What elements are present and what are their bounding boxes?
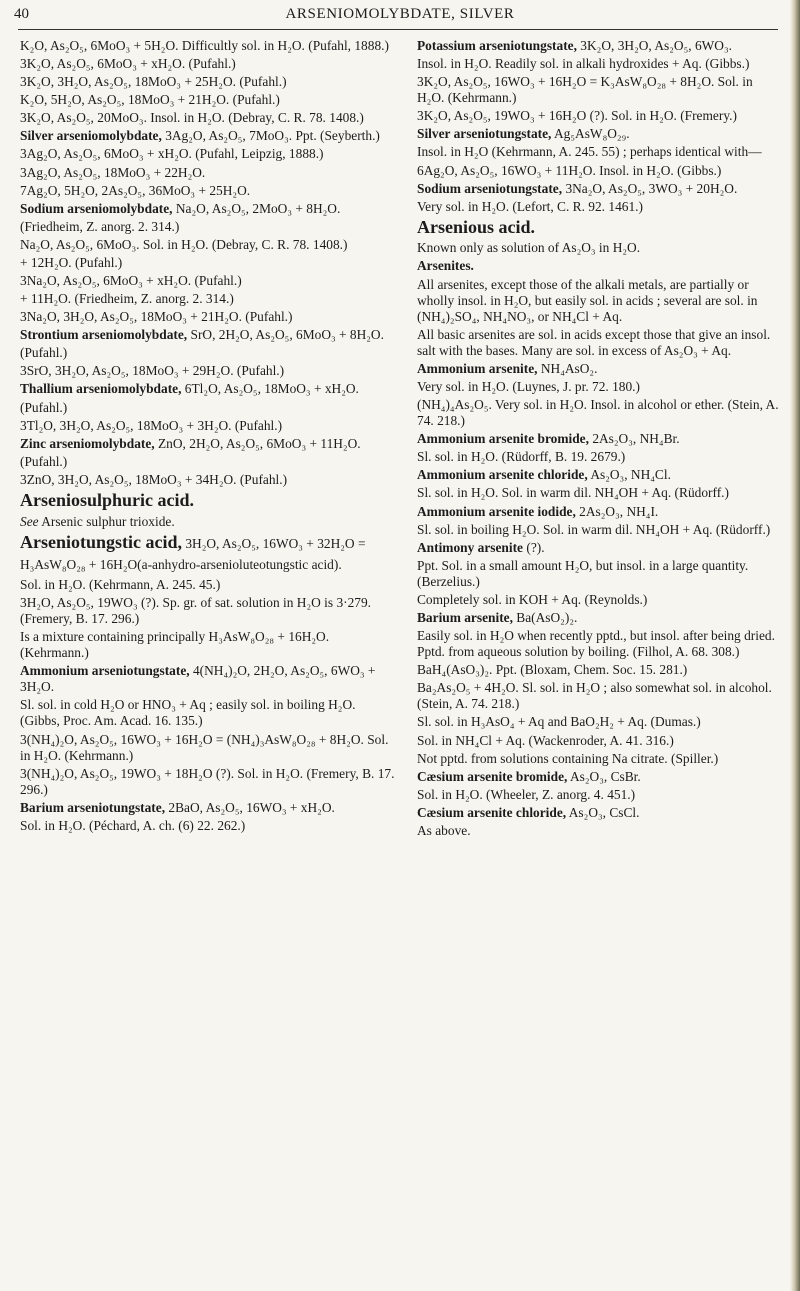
entry-text: Sl. sol. in H₃AsO₄ + Aq and BaO₂H₂ + Aq. (Dumas.) bbox=[417, 714, 701, 730]
entry-text: 3Na₂O, As₂O₅, 6MoO₃ + xH₂O. (Pufahl.) bbox=[20, 273, 242, 289]
entry-line bbox=[417, 327, 783, 359]
entry-line bbox=[417, 823, 783, 839]
compound-entry bbox=[417, 610, 783, 626]
entry-text: Insol. in H₂O (Kehrmann, A. 245. 55) ; perhaps identical with— bbox=[417, 144, 762, 160]
entry-line bbox=[20, 146, 395, 162]
entry-line bbox=[417, 787, 783, 803]
entry-text: As₂O₃, CsCl. bbox=[566, 804, 640, 820]
compound-name: Strontium arseniomolybdate, bbox=[20, 327, 188, 343]
entry-text: Not pptd. from solutions containing Na citrate. (Spiller.) bbox=[417, 750, 719, 766]
compound-entry bbox=[417, 769, 783, 785]
compound-entry bbox=[417, 540, 783, 556]
entry-line bbox=[20, 291, 395, 307]
compound-entry bbox=[417, 38, 783, 54]
entry-line bbox=[417, 277, 783, 325]
compound-entry bbox=[417, 181, 783, 197]
compound-entry bbox=[417, 504, 783, 520]
entry-text: NH₄AsO₂. bbox=[537, 360, 598, 376]
compound-name: Silver arseniomolybdate, bbox=[20, 128, 162, 144]
entry-line bbox=[20, 514, 395, 530]
entry-text: All basic arsenites are sol. in acids except those that give an insol. salt with the bases. Many are sol. in excess of As₂O₃ + Aq. bbox=[417, 326, 771, 358]
entry-line bbox=[20, 629, 395, 661]
entry-text: 3K₂O, As₂O₅, 6MoO₃ + xH₂O. (Pufahl.) bbox=[20, 56, 236, 72]
entry-line bbox=[417, 662, 783, 678]
entry-line bbox=[417, 56, 783, 72]
entry-line bbox=[20, 309, 395, 325]
right-column bbox=[417, 38, 783, 841]
entry-line bbox=[417, 379, 783, 395]
entry-line bbox=[20, 472, 395, 488]
compound-name: Ammonium arsenite bromide, bbox=[417, 431, 589, 447]
entry-line bbox=[20, 577, 395, 593]
entry-line bbox=[417, 240, 783, 256]
entry-text: 3K₂O, As₂O₅, 20MoO₃. Insol. in H₂O. (Debray, C. R. 78. 1408.) bbox=[20, 110, 364, 126]
compound-name: Thallium arseniomolybdate, bbox=[20, 381, 182, 397]
entry-text: + 11H₂O. (Friedheim, Z. anorg. 2. 314.) bbox=[20, 291, 234, 307]
entry-line bbox=[417, 449, 783, 465]
entry-line bbox=[20, 418, 395, 434]
entry-line bbox=[417, 163, 783, 179]
entry-text: Very sol. in H₂O. (Lefort, C. R. 92. 1461.) bbox=[417, 198, 643, 214]
entry-line bbox=[20, 273, 395, 289]
entry-text: Sol. in H₂O. (Wheeler, Z. anorg. 4. 451.) bbox=[417, 786, 636, 802]
entry-text: Very sol. in H₂O. (Luynes, J. pr. 72. 180.) bbox=[417, 379, 640, 394]
entry-line bbox=[417, 108, 783, 124]
entry-line bbox=[20, 345, 395, 361]
compound-entry bbox=[417, 361, 783, 377]
compound-name: Ammonium arseniotungstate, bbox=[20, 663, 190, 679]
entry-text: Ppt. Sol. in a small amount H₂O, but insol. in a large quantity. (Berzelius.) bbox=[417, 557, 749, 589]
page-edge-shadow bbox=[790, 0, 800, 1291]
entry-line bbox=[20, 595, 395, 627]
entry-text: 3Tl₂O, 3H₂O, As₂O₅, 18MoO₃ + 3H₂O. (Pufahl.) bbox=[20, 417, 283, 433]
entry-line bbox=[20, 454, 395, 470]
compound-name: Cæsium arsenite bromide, bbox=[417, 768, 568, 784]
section-heading bbox=[20, 532, 395, 575]
entry-line bbox=[20, 255, 395, 271]
entry-text: (Friedheim, Z. anorg. 2. 314.) bbox=[20, 218, 180, 234]
compound-entry bbox=[20, 201, 395, 217]
entry-line bbox=[20, 818, 395, 834]
compound-entry bbox=[417, 467, 783, 483]
compound-entry bbox=[20, 381, 395, 397]
entry-text: SrO, 2H₂O, As₂O₅, 6MoO₃ + 8H₂O. bbox=[187, 327, 384, 343]
entry-line bbox=[417, 199, 783, 215]
entry-line bbox=[417, 397, 783, 429]
compound-name: Barium arseniotungstate, bbox=[20, 799, 166, 815]
entry-text: 2As₂O₃, NH₄Br. bbox=[588, 431, 680, 447]
compound-entry bbox=[417, 805, 783, 821]
entry-text: (Pufahl.) bbox=[20, 453, 68, 469]
entry-line bbox=[20, 697, 395, 729]
entry-text: + 12H₂O. (Pufahl.) bbox=[20, 254, 123, 270]
entry-text: (?). bbox=[523, 539, 545, 555]
compound-name: Ammonium arsenite, bbox=[417, 360, 538, 376]
entry-text: 3SrO, 3H₂O, As₂O₅, 18MoO₃ + 29H₂O. (Pufahl.) bbox=[20, 363, 285, 379]
entry-text: 2BaO, As₂O₅, 16WO₃ + xH₂O. bbox=[165, 799, 335, 815]
entry-text: Sl. sol. in cold H₂O or HNO₃ + Aq ; easily sol. in boiling H₂O. (Gibbs, Proc. Am. Acad. 16. 135.) bbox=[20, 697, 356, 729]
running-title: ARSENIOMOLYBDATE, SILVER bbox=[285, 6, 515, 22]
entry-text: Sl. sol. in H₂O. Sol. in warm dil. NH₄OH + Aq. (Rüdorff.) bbox=[417, 485, 729, 501]
page-number: 40 bbox=[14, 6, 29, 22]
compound-entry bbox=[20, 436, 395, 452]
compound-name: Sodium arseniotungstate, bbox=[417, 180, 563, 196]
entry-text: 3(NH₄)₂O, As₂O₅, 19WO₃ + 18H₂O (?). Sol. in H₂O. (Fremery, B. 17. 296.) bbox=[20, 765, 395, 797]
header-rule bbox=[18, 29, 778, 30]
entry-line bbox=[20, 732, 395, 764]
entry-text: Sl. sol. in H₂O. (Rüdorff, B. 19. 2679.) bbox=[417, 449, 626, 465]
compound-entry bbox=[20, 128, 395, 144]
entry-line bbox=[20, 38, 395, 54]
entry-text: Ba₂As₂O₅ + 4H₂O. Sl. sol. in H₂O ; also somewhat sol. in alcohol. (Stein, A. 74. 218.) bbox=[417, 680, 772, 712]
entry-text: (NH₄)₄As₂O₅. Very sol. in H₂O. Insol. in alcohol or ether. (Stein, A. 74. 218.) bbox=[417, 397, 779, 429]
entry-text: Known only as solution of As₂O₃ in H₂O. bbox=[417, 240, 641, 256]
entry-text: 6Ag₂O, As₂O₅, 16WO₃ + 11H₂O. Insol. in H₂O. (Gibbs.) bbox=[417, 162, 722, 178]
entry-text: 2As₂O₃, NH₄I. bbox=[575, 503, 659, 519]
entry-line bbox=[20, 92, 395, 108]
entry-line bbox=[417, 714, 783, 730]
entry-line bbox=[417, 733, 783, 749]
entry-text: 3Ag₂O, As₂O₅, 6MoO₃ + xH₂O. (Pufahl, Leipzig, 1888.) bbox=[20, 146, 324, 162]
heading-text: Arseniotungstic acid, bbox=[20, 531, 182, 552]
entry-text: 6Tl₂O, As₂O₅, 18MoO₃ + xH₂O. bbox=[181, 381, 359, 397]
compound-entry bbox=[20, 800, 395, 816]
entry-line bbox=[20, 766, 395, 798]
compound-name: Antimony arsenite bbox=[417, 539, 524, 555]
entry-line bbox=[417, 74, 783, 106]
entry-text: 3H₂O, As₂O₅, 19WO₃ (?). Sp. gr. of sat. solution in H₂O is 3·279. (Fremery, B. 17. 296.) bbox=[20, 594, 372, 626]
compound-name: Ammonium arsenite chloride, bbox=[417, 467, 588, 483]
entry-text: 3Na₂O, As₂O₅, 3WO₃ + 20H₂O. bbox=[562, 180, 738, 196]
entry-line bbox=[20, 400, 395, 416]
entry-line bbox=[417, 628, 783, 660]
entry-text: Is a mixture containing principally H₃AsW₈O₂₈ + 16H₂O. (Kehrmann.) bbox=[20, 629, 330, 661]
entry-line bbox=[20, 183, 395, 199]
entry-text: Sol. in H₂O. (Péchard, A. ch. (6) 22. 262.) bbox=[20, 817, 246, 833]
entry-text: 3Ag₂O, As₂O₅, 18MoO₃ + 22H₂O. bbox=[20, 164, 206, 180]
entry-text: (Pufahl.) bbox=[20, 399, 68, 415]
italic-text: See bbox=[20, 513, 39, 529]
entry-text: Sl. sol. in boiling H₂O. Sol. in warm dil. NH₄OH + Aq. (Rüdorff.) bbox=[417, 521, 771, 537]
compound-entry bbox=[417, 258, 783, 274]
entry-text: 3K₂O, As₂O₅, 19WO₃ + 16H₂O (?). Sol. in H₂O. (Fremery.) bbox=[417, 108, 737, 124]
entry-text: Ba(AsO₂)₂. bbox=[512, 610, 578, 626]
entry-text: K₂O, As₂O₅, 6MoO₃ + 5H₂O. Difficultly sol. in H₂O. (Pufahl, 1888.) bbox=[20, 38, 389, 53]
compound-entry bbox=[417, 431, 783, 447]
entry-line bbox=[417, 751, 783, 767]
entry-text: 4(NH₄)₂O, 2H₂O, As₂O₅, 6WO₃ + 3H₂O. bbox=[20, 663, 376, 695]
entry-text: Insol. in H₂O. Readily sol. in alkali hydroxides + Aq. (Gibbs.) bbox=[417, 56, 750, 72]
entry-line bbox=[417, 144, 783, 160]
compound-name: Zinc arseniomolybdate, bbox=[20, 435, 155, 451]
entry-text: 3Na₂O, 3H₂O, As₂O₅, 18MoO₃ + 21H₂O. (Pufahl.) bbox=[20, 309, 293, 325]
compound-name: Ammonium arsenite iodide, bbox=[417, 503, 576, 519]
compound-entry bbox=[20, 327, 395, 343]
entry-line bbox=[417, 522, 783, 538]
heading-text: Arseniosulphuric acid. bbox=[20, 489, 195, 510]
entry-line bbox=[20, 74, 395, 90]
compound-name: Sodium arseniomolybdate, bbox=[20, 200, 173, 216]
entry-text: As₂O₃, NH₄Cl. bbox=[587, 467, 671, 483]
entry-line bbox=[417, 558, 783, 590]
compound-name: Silver arseniotungstate, bbox=[417, 126, 552, 142]
entry-text: Na₂O, As₂O₅, 6MoO₃. Sol. in H₂O. (Debray, C. R. 78. 1408.) bbox=[20, 236, 348, 252]
entry-text: 3(NH₄)₂O, As₂O₅, 16WO₃ + 16H₂O = (NH₄)₃AsW₈O₂₈ + 8H₂O. Sol. in H₂O. (Kehrmann.) bbox=[20, 731, 389, 763]
entry-line bbox=[20, 219, 395, 235]
compound-entry bbox=[417, 126, 783, 142]
entry-text: Arsenic sulphur trioxide. bbox=[38, 513, 175, 529]
entry-text: Easily sol. in H₂O when recently pptd., but insol. after being dried. Pptd. from aqueous solution by boiling. (Filhol, A. 68. 308.) bbox=[417, 628, 775, 660]
entry-text: 7Ag₂O, 5H₂O, 2As₂O₅, 36MoO₃ + 25H₂O. bbox=[20, 182, 251, 198]
entry-line bbox=[417, 592, 783, 608]
entry-text: ZnO, 2H₂O, As₂O₅, 6MoO₃ + 11H₂O. bbox=[154, 435, 361, 451]
section-heading bbox=[417, 217, 783, 239]
entry-line bbox=[417, 680, 783, 712]
entry-text: 3H₂O, As₂O₅, 16WO₃ + 32H₂O = H₃AsW₈O₂₈ + 16H₂O(a-anhydro-arsenioluteotungstic acid). bbox=[20, 535, 366, 573]
compound-name: Barium arsenite, bbox=[417, 610, 513, 626]
entry-text: All arsenites, except those of the alkali metals, are partially or wholly insol. in H₂O, but easily sol. in acids ; several are sol. in (NH₄)₂SO₄, NH₄NO₃, or NH₄Cl + Aq. bbox=[417, 276, 758, 324]
entry-text: 3K₂O, As₂O₅, 16WO₃ + 16H₂O = K₃AsW₈O₂₈ + 8H₂O. Sol. in H₂O. (Kehrmann.) bbox=[417, 74, 753, 106]
heading-text: Arsenious acid. bbox=[417, 216, 536, 237]
entry-text: Na₂O, As₂O₅, 2MoO₃ + 8H₂O. bbox=[172, 200, 341, 216]
entry-text: Sol. in H₂O. (Kehrmann, A. 245. 45.) bbox=[20, 576, 221, 592]
section-heading bbox=[20, 490, 395, 512]
entry-text: BaH₄(AsO₃)₂. Ppt. (Bloxam, Chem. Soc. 15. 281.) bbox=[417, 662, 688, 678]
entry-text: As₂O₃, CsBr. bbox=[567, 768, 641, 784]
left-column bbox=[20, 38, 395, 836]
entry-text: K₂O, 5H₂O, As₂O₅, 18MoO₃ + 21H₂O. (Pufahl.) bbox=[20, 92, 280, 108]
entry-text: Sol. in NH₄Cl + Aq. (Wackenroder, A. 41. 316.) bbox=[417, 732, 674, 748]
compound-name: Potassium arseniotungstate, bbox=[417, 38, 577, 53]
entry-text: Ag₅AsW₈O₂₉. bbox=[551, 126, 630, 142]
entry-text: 3K₂O, 3H₂O, As₂O₅, 18MoO₃ + 25H₂O. (Pufahl.) bbox=[20, 74, 287, 90]
entry-text: Completely sol. in KOH + Aq. (Reynolds.) bbox=[417, 591, 648, 607]
entry-line bbox=[20, 165, 395, 181]
entry-text: 3ZnO, 3H₂O, As₂O₅, 18MoO₃ + 34H₂O. (Pufahl.) bbox=[20, 471, 288, 487]
compound-name: Arsenites. bbox=[417, 258, 474, 274]
entry-line bbox=[20, 237, 395, 253]
entry-text: As above. bbox=[417, 822, 471, 838]
compound-entry bbox=[20, 663, 395, 695]
entry-line bbox=[417, 485, 783, 501]
entry-text: 3Ag₂O, As₂O₅, 7MoO₃. Ppt. (Seyberth.) bbox=[161, 128, 380, 144]
entry-text: 3K₂O, 3H₂O, As₂O₅, 6WO₃. bbox=[576, 38, 732, 53]
entry-line bbox=[20, 56, 395, 72]
entry-text: (Pufahl.) bbox=[20, 345, 68, 361]
entry-line bbox=[20, 110, 395, 126]
compound-name: Cæsium arsenite chloride, bbox=[417, 804, 567, 820]
entry-line bbox=[20, 363, 395, 379]
